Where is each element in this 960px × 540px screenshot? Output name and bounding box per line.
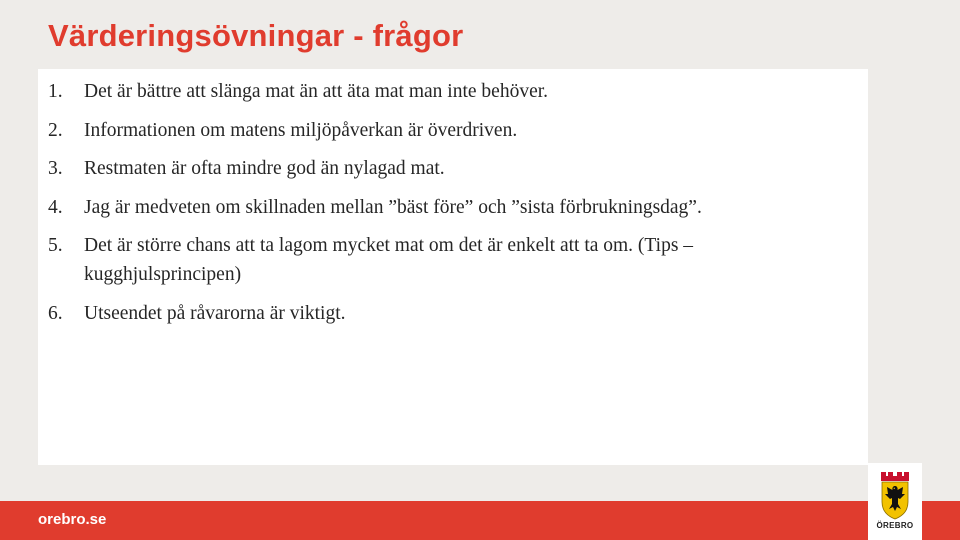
list-item-text: Det är bättre att slänga mat än att äta mat man inte behöver.: [84, 81, 549, 102]
list-item-text: Restmaten är ofta mindre god än nylagad mat.: [84, 158, 445, 179]
list-item: [48, 193, 848, 222]
list-item-text: Det är större chans att ta lagom mycket mat om det är enkelt att ta om. (Tips – kugghjulsprincipen): [84, 235, 694, 285]
slide-title: Värderingsövningar - frågor: [48, 18, 464, 53]
list-item-number: 5.: [48, 235, 63, 256]
list-item-number: 6.: [48, 302, 63, 324]
question-list: [48, 77, 848, 337]
footer-url[interactable]: orebro.se: [38, 511, 107, 528]
list-item-text: Informationen om matens miljöpåverkan är överdriven.: [84, 119, 518, 141]
list-item-number: 2.: [48, 119, 63, 141]
list-item-number: 3.: [48, 158, 63, 179]
list-item: [48, 299, 848, 328]
list-item-number: 4.: [48, 196, 63, 218]
orebro-coat-of-arms-icon: [877, 470, 913, 520]
list-item-text: Jag är medveten om skillnaden mellan ”bäst före” och ”sista förbrukningsdag”.: [84, 196, 702, 218]
list-item: [48, 77, 848, 106]
list-item-number: 1.: [48, 81, 63, 102]
logo-text: ÖREBRO: [876, 521, 914, 530]
list-item: [48, 231, 848, 289]
list-item-text: Utseendet på råvarorna är viktigt.: [84, 302, 346, 324]
orebro-logo: [868, 463, 922, 540]
content-box: [38, 69, 868, 465]
footer-bar: [0, 501, 960, 540]
list-item: [48, 154, 848, 183]
list-item: [48, 116, 848, 145]
